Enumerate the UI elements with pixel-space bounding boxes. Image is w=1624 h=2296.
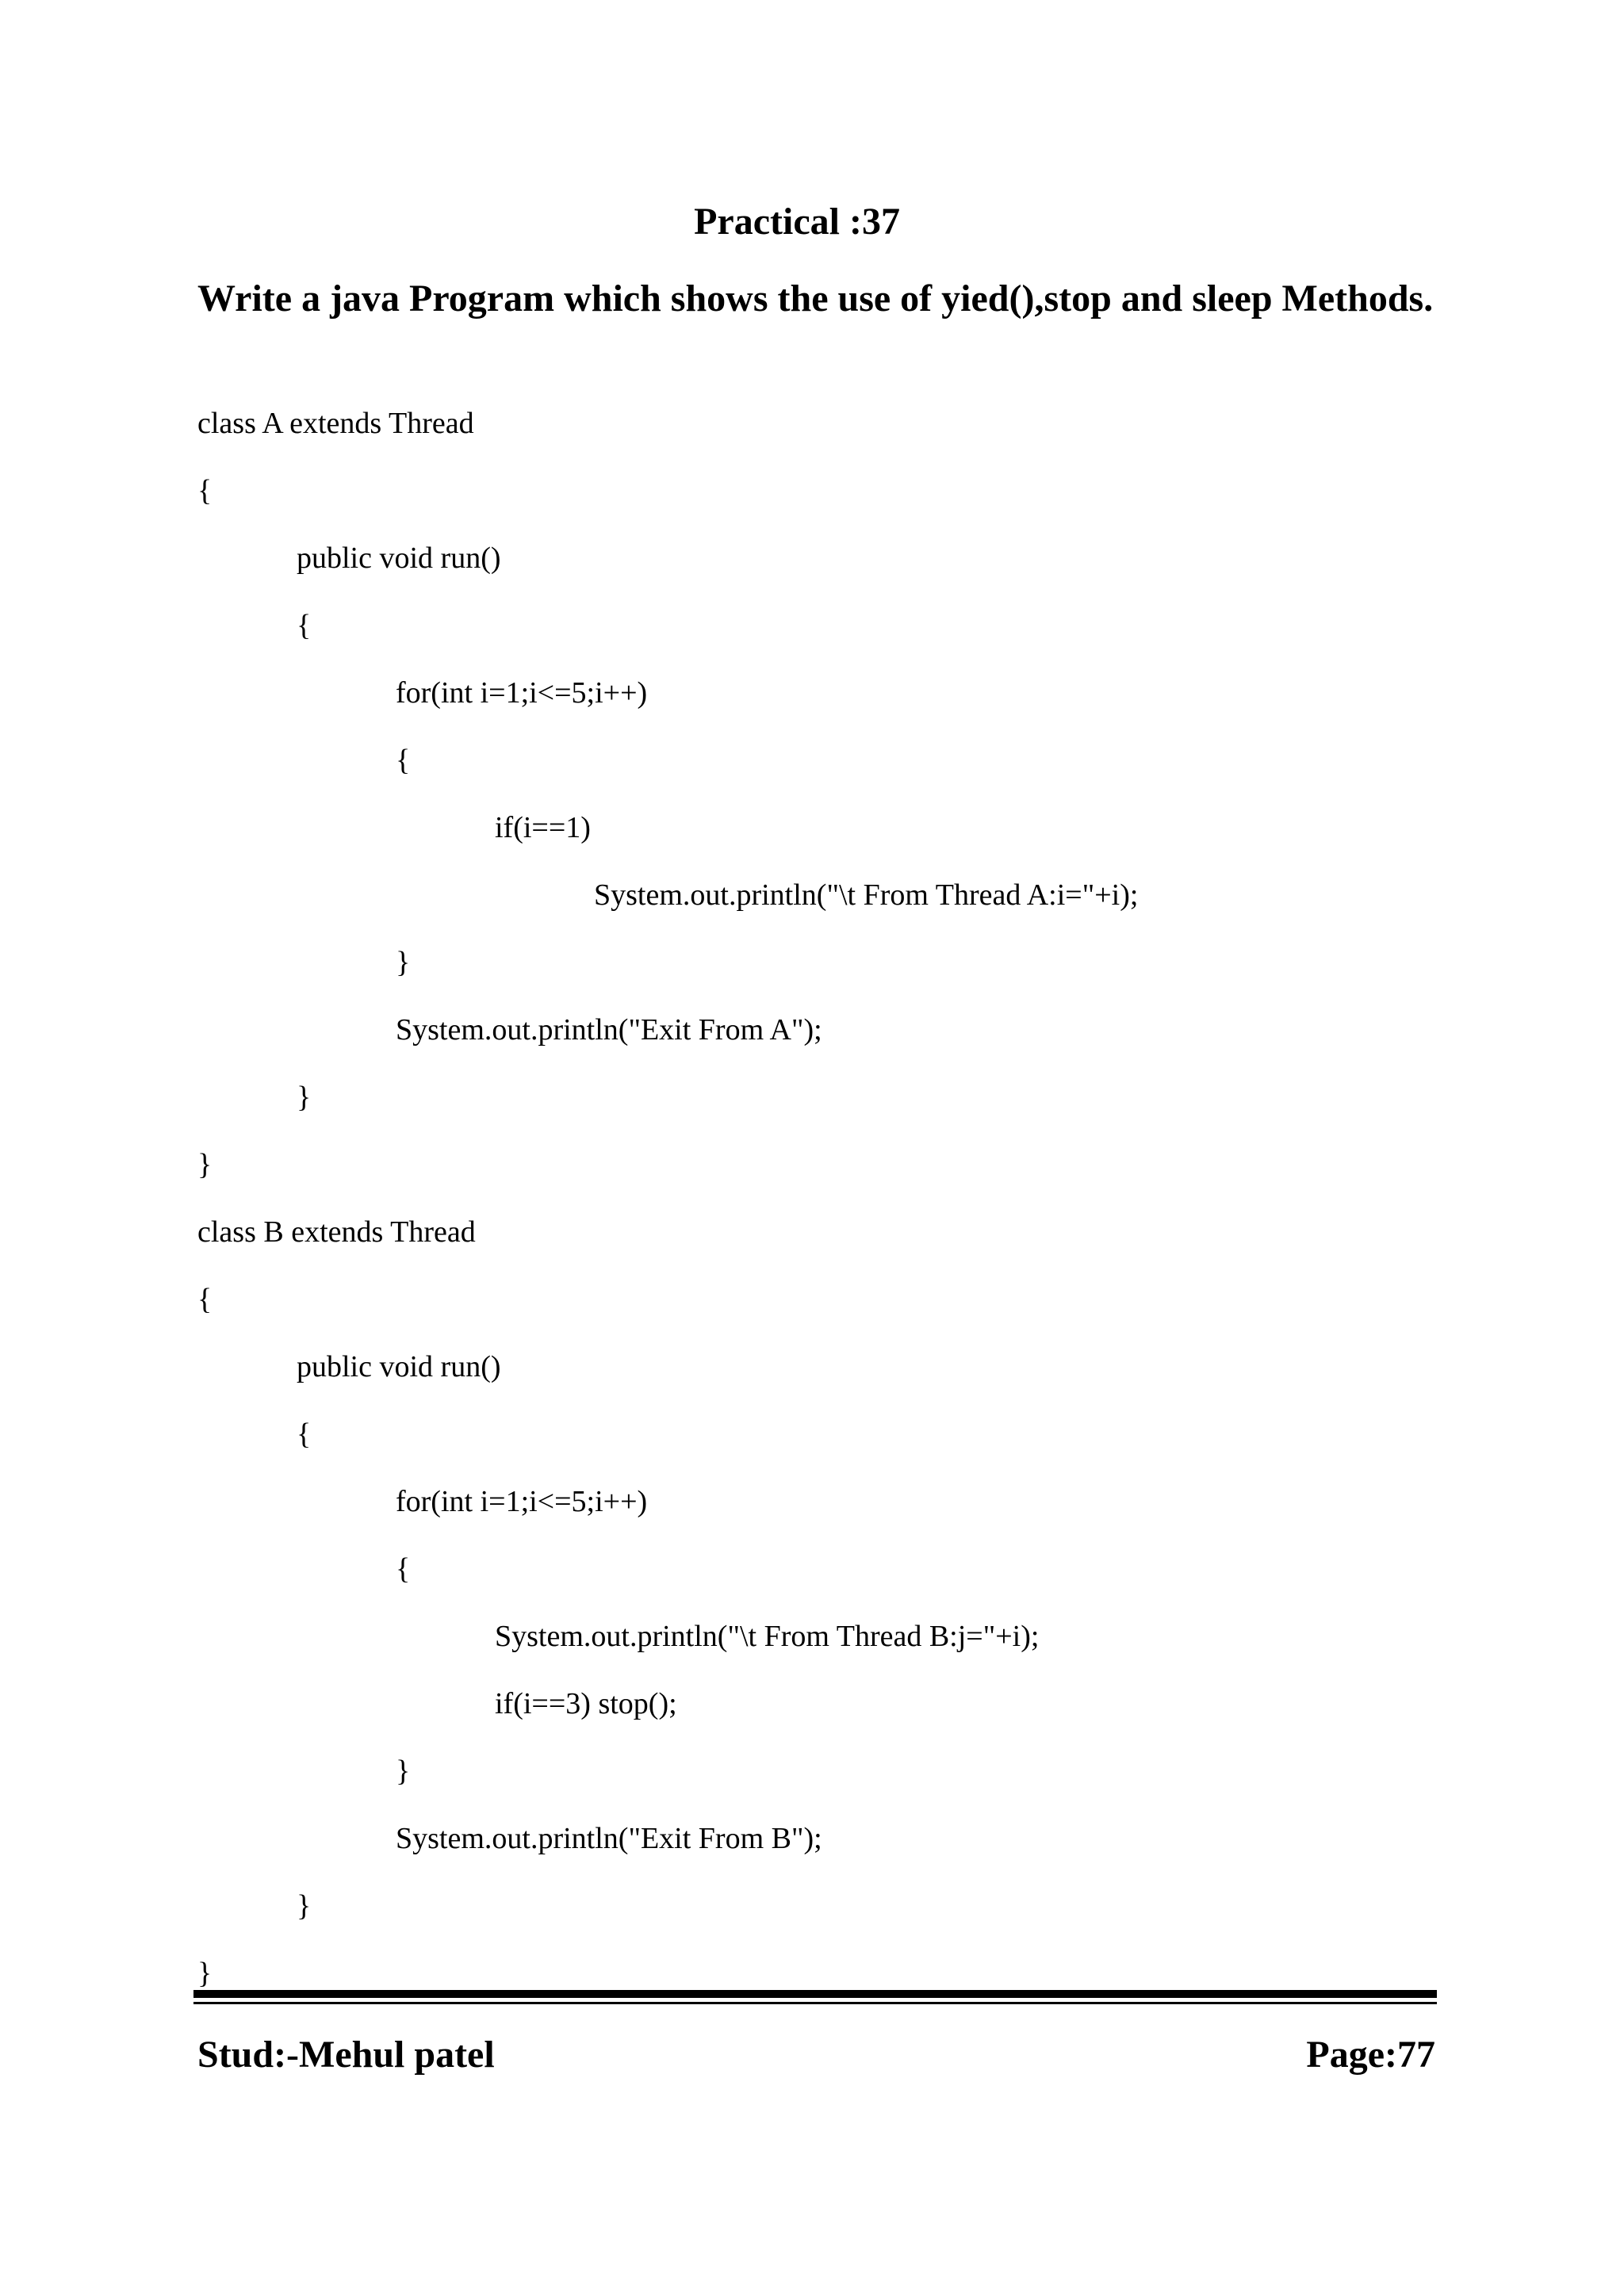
code-line: } [197,1957,213,1990]
code-line: System.out.println("\t From Thread A:i="+i); [594,878,1139,912]
code-line: if(i==1) [495,811,591,844]
code-line: { [197,474,213,507]
code-line: public void run() [297,1350,501,1383]
code-line: if(i==3) stop(); [495,1687,677,1720]
code-line: System.out.println("\t From Thread B:j="+i); [495,1620,1040,1653]
code-line: for(int i=1;i<=5;i++) [396,676,648,710]
student-name: Stud:-Mehul patel [197,2034,495,2076]
code-listing [197,404,1434,2022]
code-line: { [197,1283,213,1316]
page-number: Page:77 [1306,2034,1435,2076]
footer-divider-thin [193,2002,1437,2004]
code-line: public void run() [297,541,501,575]
code-line: { [396,744,411,777]
code-line: } [396,1755,411,1788]
question-text: Write a java Program which shows the use of yied(),stop and sleep Methods. [197,277,1434,320]
code-line: System.out.println("Exit From A"); [396,1013,822,1047]
code-line: } [297,1081,312,1114]
code-line: { [297,609,312,642]
footer-divider-thick [193,1990,1437,1998]
practical-title: Practical :37 [694,201,900,243]
code-line: { [297,1418,312,1451]
code-line: } [396,946,411,979]
code-line: for(int i=1;i<=5;i++) [396,1485,648,1518]
code-line: } [297,1889,312,1923]
code-line: } [197,1148,213,1181]
code-line: class B extends Thread [197,1215,476,1249]
code-line: { [396,1552,411,1586]
code-line: class A extends Thread [197,407,474,440]
code-line: System.out.println("Exit From B"); [396,1822,822,1855]
